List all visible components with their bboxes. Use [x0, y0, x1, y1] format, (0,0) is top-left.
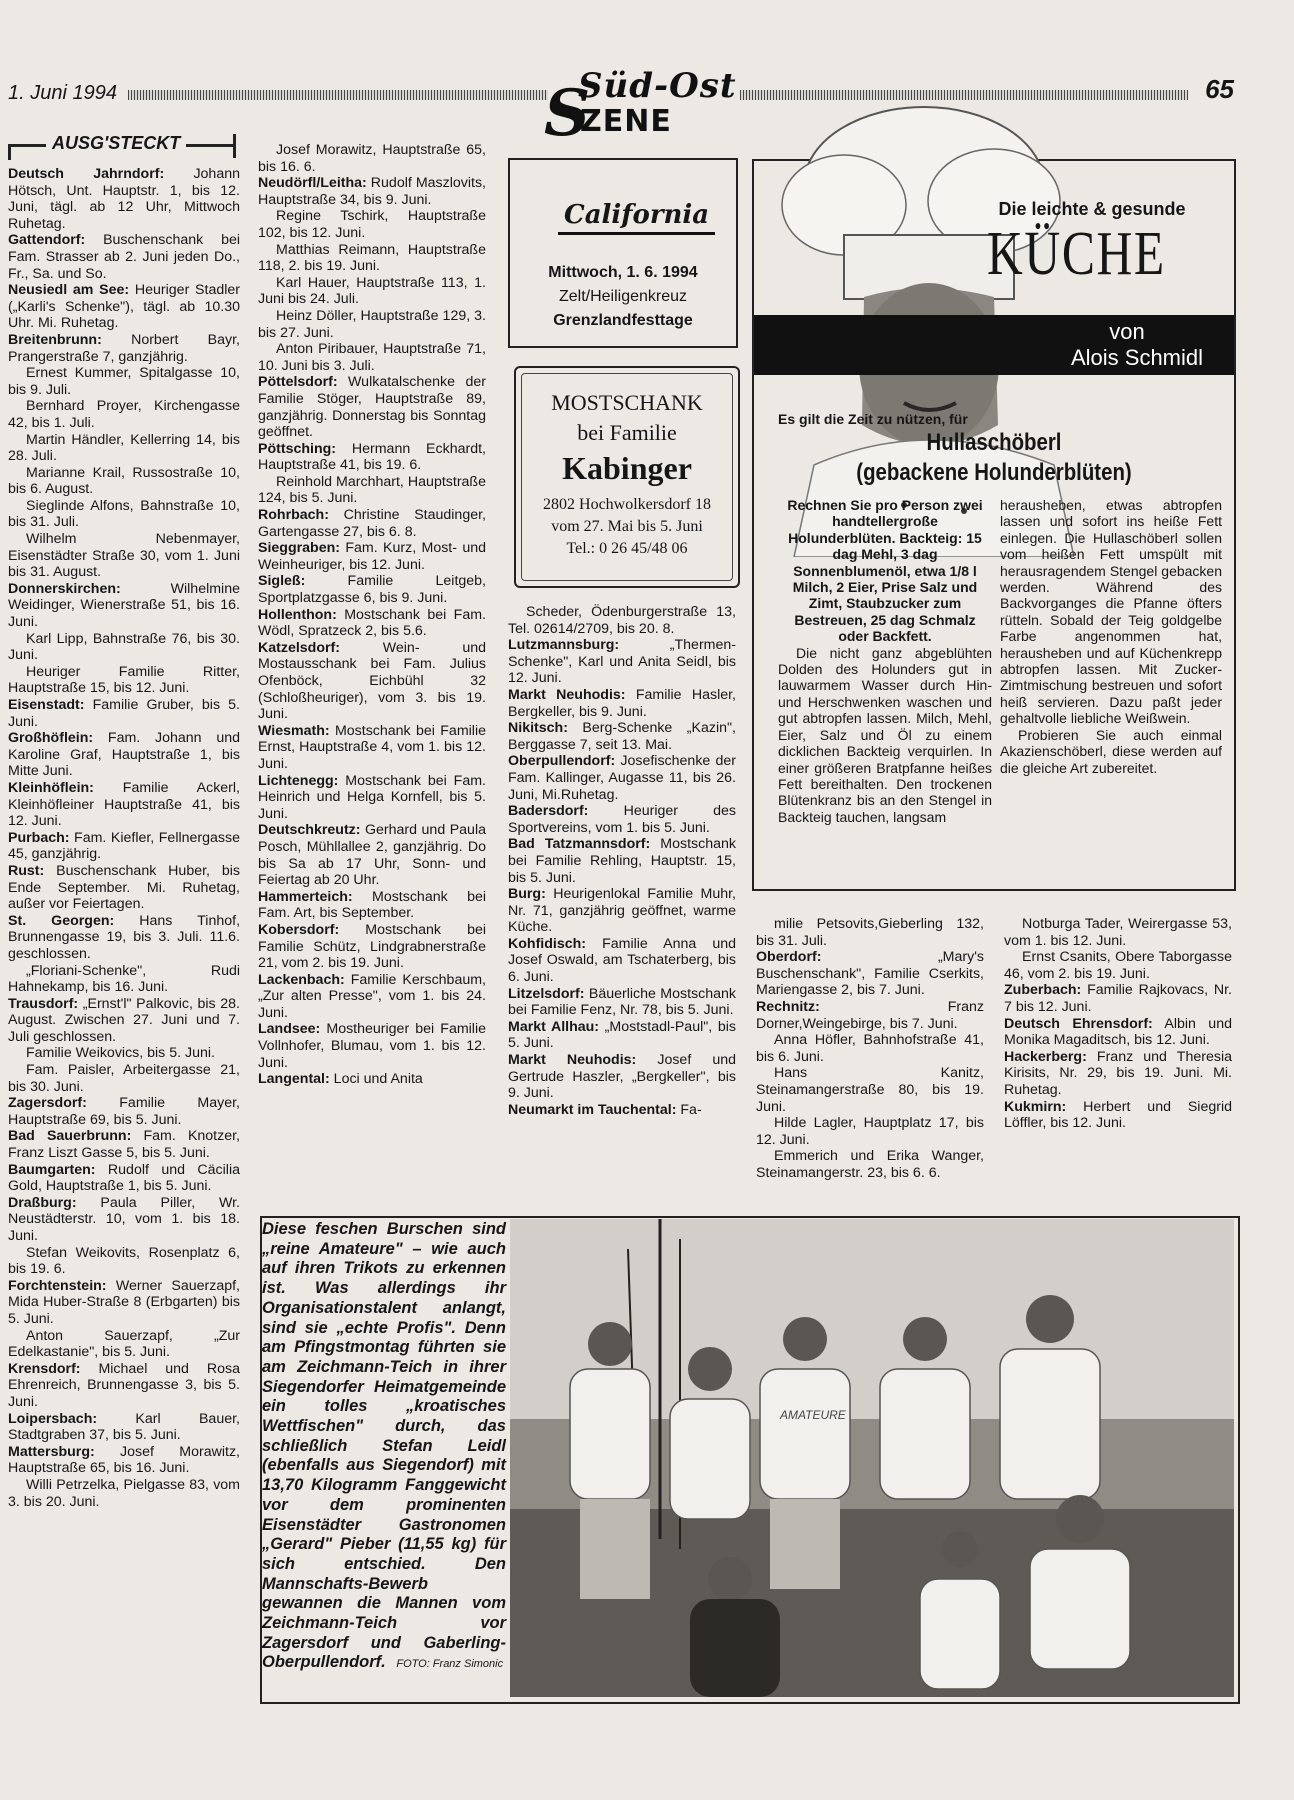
listing-entry — [8, 232, 240, 282]
listing-text: Mostschank bei Fam. Heinrich und Helga Kornfell, bis 5. Juni. — [258, 772, 486, 822]
listing-text: Willi Petrzelka, Pielgasse 83, vom 3. bis 20. Juni. — [8, 1476, 240, 1510]
listing-place: Lichtenegg: — [258, 772, 339, 789]
listing-place: Donnerskirchen: — [8, 580, 121, 597]
listing-text: Hans Kanitz, Steinamangerstraße 80, bis 19. Juni. — [756, 1065, 984, 1115]
listing-text: Karl Lipp, Bahnstraße 76, bis 30. Juni. — [8, 630, 240, 664]
listing-text: Bäuerliche Mostschank bei Familie Fenz, Nr. 78, bis 5. Juni. — [508, 985, 736, 1019]
shirt-print: AMATEURE — [780, 1408, 846, 1422]
listing-place: Hackerberg: — [1004, 1048, 1087, 1065]
listing-text: Familie Leitgeb, Sportplatzgasse 6, bis 9. Juni. — [258, 573, 486, 607]
listing-place: Rust: — [8, 862, 45, 879]
listing-place: Landsee: — [258, 1021, 321, 1038]
listing-text: Hilde Lagler, Hauptplatz 17, bis 12. Juni. — [756, 1115, 984, 1148]
listing-place: Kobersdorf: — [258, 921, 340, 938]
listing-entry — [258, 822, 486, 888]
listing-text: Anna Höfler, Bahnhofstraße 41, bis 6. Juni. — [756, 1032, 984, 1065]
listing-entry — [258, 275, 486, 308]
listing-text: Mostschank bei Familie Rehling, Hauptstr. 15, bis 5. Juni. — [508, 836, 736, 886]
listing-text: Matthias Reimann, Hauptstraße 118, 2. bis 19. Juni. — [258, 241, 486, 275]
listing-text: Hans Tinhof, Brunnengasse 19, bis 3. Juli. 11.6. geschlossen. — [8, 912, 241, 962]
mostschank-name: Kabinger — [562, 450, 692, 486]
listing-entry — [8, 730, 240, 780]
listing-entry — [258, 723, 486, 773]
listing-place: Oberpullendorf: — [508, 753, 616, 770]
listing-entry — [756, 1148, 984, 1181]
recipe-column-right — [1000, 497, 1222, 776]
listing-entry — [258, 142, 486, 175]
listing-text: Wilhelm Nebenmayer, Eisenstädter Straße 30, vom 1. Juni bis 31. August. — [8, 531, 240, 581]
heading-rule-tick-right — [233, 134, 236, 158]
california-ad — [508, 158, 738, 348]
listing-entry — [8, 1195, 240, 1245]
listing-entry — [508, 604, 736, 637]
listing-entry — [8, 432, 240, 465]
listing-text: Fa- — [676, 1101, 702, 1118]
listing-place: Lutzmannsburg: — [508, 637, 620, 654]
listing-text: Josef und Gertrude Haszler, „Bergkeller", bis 9. Juni. — [508, 1052, 736, 1102]
listing-entry — [508, 687, 736, 720]
listing-entry — [508, 886, 736, 936]
listing-text: Familie Hasler, Bergkeller, bis 9. Juni. — [508, 686, 736, 720]
listing-entry — [258, 773, 486, 823]
listing-place: Lackenbach: — [258, 971, 345, 988]
listing-text: Familie Weikovics, bis 5. Juni. — [26, 1045, 215, 1062]
listing-entry — [258, 374, 486, 440]
listing-entry — [756, 999, 984, 1032]
listing-place: Sieggraben: — [258, 540, 340, 557]
listing-place: St. Georgen: — [8, 912, 115, 929]
kitchen-by: von — [1109, 319, 1145, 344]
listing-text: Rudolf Maszlovits, Hauptstraße 34, bis 9. Juni. — [258, 175, 486, 208]
listing-place: Krensdorf: — [8, 1360, 81, 1377]
listing-entry — [8, 332, 240, 365]
listing-text: Berg-Schenke „Kazin", Berggasse 7, seit 13. Mai. — [508, 720, 736, 753]
listing-entry — [258, 208, 486, 241]
listing-entry — [8, 631, 240, 664]
listing-entry — [258, 308, 486, 341]
listing-entry — [8, 1045, 240, 1062]
listing-text: Regine Tschirk, Hauptstraße 102, bis 12. Juni. — [258, 208, 486, 241]
listing-place: Großhöflein: — [8, 730, 94, 747]
listing-entry — [8, 1245, 240, 1278]
listing-text: Christine Staudinger, Gartengasse 27, bis 6. 8. — [258, 507, 486, 540]
listing-text: Franz Dorner,Weingebirge, bis 7. Juni. — [756, 998, 984, 1032]
listing-text: Heuriger des Sportvereins, vom 1. bis 5. Juni. — [508, 803, 736, 836]
kitchen-title: KÜCHE — [986, 220, 1166, 288]
listing-text: Wein- und Mostausschank bei Fam. Julius Ofenböck, Eichbühl 32 (Schloßheuriger), vom 3. bis 19. Juni. — [258, 639, 486, 723]
photo-caption-text: Diese feschen Burschen sind „reine Amateure" – wie auch auf ihren Trikots zu erkennen ist. Was allerdings ihr Organisationstalent anlangt, sind sie „echte Profis". Denn am Pfingstmontag führten sie am Zeichmann-Teich in ihrer Siegendorfer Heimatgemeinde ein tolles „kroatisches Wettfischen" durch, das schließlich Stefan Leidl (ebenfalls aus Siegendorf) mit 13,70 Kilogramm Fanggewicht vor dem prominenten Eisenstädter Gastronomen „Gerard" Pieber (11,55 kg) für sich entschied. Den Mannschafts-Bewerb gewannen die Mannen vom Zeichmann-Teich vor Zagersdorf und Gaberling-Oberpullendorf. — [262, 1220, 506, 1672]
listing-text: Fam. Johann und Karoline Graf, Hauptstraße 1, bis Mitte Juni. — [8, 730, 240, 780]
listing-place: Markt Neuhodis: — [508, 686, 626, 703]
listing-text: Sieglinde Alfons, Bahnstraße 10, bis 31. Juli. — [8, 497, 240, 531]
listing-entry — [8, 1328, 240, 1361]
listing-text: Mostheuriger bei Familie Vollnhofer, Blumau, vom 1. bis 12. Juni. — [258, 1021, 486, 1071]
listing-place: Trausdorf: — [8, 995, 79, 1012]
listing-text: Heuriger Familie Ritter, Hauptstraße 15, bis 12. Juni. — [8, 663, 240, 697]
listing-place: Draßburg: — [8, 1194, 77, 1211]
section-heading-box — [8, 134, 236, 156]
listing-text: Anton Piribauer, Hauptstraße 71, 10. Juni bis 3. Juli. — [258, 341, 486, 374]
listing-entry — [8, 780, 240, 830]
listing-entry — [508, 803, 736, 836]
section-logo — [544, 66, 740, 151]
listing-place: Wiesmath: — [258, 722, 330, 739]
listing-text: Johann Hötsch, Unt. Hauptstr. 1, bis 12. Juni, tägl. ab 12 Uhr, Mittwoch Ruhetag. — [8, 166, 240, 232]
kitchen-black-band — [754, 315, 1234, 375]
listing-entry — [8, 398, 240, 431]
listing-entry — [508, 1019, 736, 1052]
listing-text: Scheder, Ödenburgerstraße 13, Tel. 02614/2709, bis 20. 8. — [508, 604, 736, 637]
listing-text: „Mary's Buschenschank", Familie Cserkits, Mariengasse 2, bis 7. Juni. — [756, 949, 984, 999]
listing-entry — [756, 916, 984, 949]
listing-entry — [8, 664, 240, 697]
listing-text: Familie Mayer, Hauptstraße 69, bis 5. Juni. — [8, 1095, 240, 1128]
listing-text: Albin und Monika Magaditsch, bis 12. Juni. — [1004, 1015, 1232, 1049]
listing-entry — [508, 836, 736, 886]
page-number: 65 — [1205, 74, 1234, 104]
listing-place: Loipersbach: — [8, 1410, 98, 1427]
column-5 — [1004, 916, 1232, 1132]
listing-text: Buschenschank Huber, bis Ende September. Mi. Ruhetag, außer vor Feiertagen. — [8, 862, 240, 913]
listing-entry — [258, 640, 486, 723]
mostschank-line1: MOSTSCHANK — [551, 390, 703, 415]
listing-text: Gerhard und Paula Posch, Mühllallee 2, ganzjährig. Do bis Sa ab 17 Uhr, Sonn- und Feiertag ab 20 Uhr. — [258, 822, 486, 889]
heading-rule-tick-left — [8, 144, 11, 160]
listing-entry — [258, 1021, 486, 1071]
listing-entry — [258, 1071, 486, 1088]
listing-entry — [1004, 916, 1232, 949]
listing-place: Bad Sauerbrunn: — [8, 1128, 132, 1145]
recipe-steps-1: Die nicht ganz abgeblühten Dolden des Holunders gut in lauwarmem Wasser durch Hin- und Herschwenken waschen und gut abtropfen lassen. Milch, Mehl, Eier, Salz und Öl zu einem dicklichen Backteig verquirlen. In einer größeren Bratpfanne heißes Fett bereithalten. Den trockenen Blütenkranz bis an den Stengel in Backteig tauchen, langsam — [778, 644, 992, 825]
listing-entry — [8, 581, 240, 631]
listing-text: Franz und Theresia Kirisits, Nr. 29, bis 19. Juni. Mi. Ruhetag. — [1004, 1048, 1232, 1098]
header-rule-left — [128, 90, 548, 100]
listing-text: Martin Händler, Kellerring 14, bis 28. Juli. — [8, 431, 240, 465]
kitchen-intro: Es gilt die Zeit zu nützen, für — [778, 411, 968, 427]
column-2 — [258, 142, 486, 1088]
listing-place: Purbach: — [8, 829, 70, 846]
listing-entry — [1004, 949, 1232, 982]
listing-entry — [258, 540, 486, 573]
listing-entry — [8, 697, 240, 730]
listing-entry — [8, 913, 240, 963]
listing-text: Loci und Anita — [329, 1071, 423, 1088]
listing-entry — [756, 1065, 984, 1115]
recipe-title-2: (gebackene Holunderblüten) — [856, 459, 1132, 486]
listing-entry — [508, 986, 736, 1019]
listing-place: Kohfidisch: — [508, 935, 587, 952]
listing-text: Reinhold Marchhart, Hauptstraße 124, bis 5. Juni. — [258, 473, 486, 507]
listing-text: milie Petsovits,Gieberling 132, bis 31. Juli. — [756, 916, 984, 949]
listing-entry — [8, 365, 240, 398]
listing-place: Sigleß: — [258, 573, 306, 590]
listing-text: Fam. Knotzer, Franz Liszt Gasse 5, bis 5. Juni. — [8, 1128, 240, 1162]
listing-entry — [8, 498, 240, 531]
listing-place: Deutschkreutz: — [258, 822, 361, 839]
listing-entry — [8, 1444, 240, 1477]
listing-place: Gattendorf: — [8, 232, 86, 249]
listing-entry — [8, 1411, 240, 1444]
mostschank-line2: bei Familie — [577, 420, 677, 445]
listing-text: Heinz Döller, Hauptstraße 129, 3. bis 27. Juni. — [258, 307, 486, 341]
listing-place: Litzelsdorf: — [508, 985, 585, 1002]
listing-entry — [258, 972, 486, 1022]
logo-s-glyph: S — [544, 76, 591, 151]
listing-entry — [508, 753, 736, 803]
listing-entry — [1004, 1016, 1232, 1049]
listing-entry — [258, 607, 486, 640]
listing-place: Pöttsching: — [258, 440, 337, 457]
listing-place: Forchtenstein: — [8, 1277, 107, 1294]
listing-entry — [8, 830, 240, 863]
listing-entry — [8, 1361, 240, 1411]
listing-text: Buschenschank bei Fam. Strasser ab 2. Juni jeden Do., Fr., Sa. und So. — [8, 232, 240, 282]
kitchen-feature — [752, 159, 1236, 891]
listing-text: Familie Rajkovacs, Nr. 7 bis 12. Juni. — [1004, 982, 1232, 1015]
recipe-steps-2: herausheben, etwas abtropfen lassen und sofort ins heiße Fett einlegen. Die Hullaschöberl sollen vom heißen Fett umspült mit herausragendem Stengel gebacken werden. Während des Backvorganges die Pfanne öfters rütteln. Sobald der Teig goldgelbe Farbe angenommen hat, herausheben und auf Küchenkrepp abtropfen lassen. Mit Zucker-Zimtmischung bestreuen und sofort heiß servieren. Dazu paßt jeder gehaltvolle liebliche Weißwein. — [1000, 497, 1222, 727]
photo-credit: FOTO: Franz Simonic — [396, 1658, 504, 1671]
listing-place: Markt Allhau: — [508, 1018, 600, 1035]
listing-entry — [8, 1062, 240, 1095]
listing-entry — [508, 720, 736, 753]
listing-text: Karl Bauer, Stadtgraben 37, bis 5. Juni. — [8, 1410, 240, 1444]
listing-entry — [8, 863, 240, 913]
listing-text: Wilhelmine Weidinger, Wienerstraße 51, bis 16. Juni. — [8, 580, 240, 631]
listing-place: Eisenstadt: — [8, 697, 85, 713]
listing-text: Familie Kerschbaum, „Zur alten Presse", vom 1. bis 24. Juni. — [258, 971, 486, 1021]
fishing-team-photo — [510, 1219, 1234, 1697]
mostschank-ad — [514, 366, 740, 588]
listing-entry — [258, 507, 486, 540]
listing-text: Bernhard Proyer, Kirchengasse 42, bis 1. Juli. — [8, 398, 240, 431]
listing-place: Breitenbrunn: — [8, 331, 102, 348]
listing-text: Norbert Bayr, Prangerstraße 7, ganzjährig. — [8, 331, 240, 365]
column-4 — [756, 916, 984, 1182]
listing-text: Emmerich und Erika Wanger, Steinamangerstr. 23, bis 6. 6. — [756, 1148, 984, 1181]
listing-text: Karl Hauer, Hauptstraße 113, 1. Juni bis 24. Juli. — [258, 274, 486, 308]
listing-text: Familie Anna und Josef Oswald, am Tschaterberg, bis 6. Juni. — [508, 935, 736, 986]
listing-place: Baumgarten: — [8, 1161, 96, 1178]
listing-entry — [1004, 1049, 1232, 1099]
recipe-tip: Probieren Sie auch einmal Akazienschöberl, diese werden auf die gleiche Art zubereitet. — [1000, 726, 1222, 776]
listing-text: Heurigenlokal Familie Muhr, Nr. 71, ganzjährig geöffnet, warme Küche. — [508, 886, 736, 936]
listing-entry — [756, 949, 984, 999]
listing-place: Kleinhöflein: — [8, 779, 94, 796]
listing-entry — [8, 1162, 240, 1195]
photo-illustration — [510, 1219, 1234, 1697]
listing-text: Hermann Eckhardt, Hauptstraße 41, bis 19. 6. — [258, 440, 486, 474]
listing-text: Mostschank bei Fam. Wödl, Spratzeck 2, bis 5.6. — [258, 606, 486, 640]
listing-entry — [8, 531, 240, 581]
listing-entry — [508, 1102, 736, 1119]
listing-text: Josef Morawitz, Hauptstraße 65, bis 16. 6. — [258, 142, 486, 175]
listing-text: Notburga Tader, Weirergasse 53, vom 1. bis 12. Juni. — [1004, 916, 1232, 949]
listing-entry — [258, 922, 486, 972]
listing-entry — [8, 465, 240, 498]
listing-text: Michael und Rosa Ehrenreich, Brunnengasse 3, bis 5. Juni. — [8, 1360, 240, 1410]
listing-place: Rechnitz: — [756, 998, 820, 1015]
listing-place: Oberdorf: — [756, 949, 822, 966]
listing-place: Nikitsch: — [508, 720, 568, 737]
listing-text: Mostschank bei Familie Schütz, Lindgrabnerstraße 21, vom 2. bis 19. Juni. — [258, 921, 486, 972]
listing-entry — [8, 282, 240, 332]
logo-line1: Süd-Ost — [578, 66, 737, 106]
listing-place: Zuberbach: — [1004, 982, 1082, 999]
listing-place: Neumarkt im Tauchental: — [508, 1101, 677, 1118]
listing-text: „Thermen-Schenke", Karl und Anita Seidl, bis 12. Juni. — [508, 637, 736, 687]
listing-text: Paula Piller, Wr. Neustädterstr. 10, vom 1. bis 18. Juni. — [8, 1194, 240, 1244]
listing-text: Fam. Kurz, Most- und Weinheuriger, bis 12. Juni. — [258, 540, 486, 573]
mostschank-dates: vom 27. Mai bis 5. Juni — [551, 518, 703, 535]
listing-entry — [258, 175, 486, 208]
listing-text: Rudolf und Cäcilia Gold, Hauptstraße 1, bis 5. Juni. — [8, 1161, 240, 1195]
listing-place: Hammerteich: — [258, 888, 353, 905]
section-heading: AUSG'STECKT — [46, 133, 186, 154]
listing-entry — [1004, 982, 1232, 1015]
california-date: Mittwoch, 1. 6. 1994 — [548, 264, 698, 281]
listing-place: Kukmirn: — [1004, 1098, 1067, 1115]
listing-text: Werner Sauerzapf, Mida Huber-Straße 8 (Erbgarten) bis 5. Juni. — [8, 1277, 240, 1327]
listing-place: Hollenthon: — [258, 606, 337, 623]
listing-place: Badersdorf: — [508, 803, 589, 820]
listing-entry — [258, 242, 486, 275]
listing-entry — [8, 166, 240, 232]
listing-text: Fam. Kiefler, Fellnergasse 45, ganzjährig. — [8, 829, 240, 863]
listing-place: Zagersdorf: — [8, 1095, 87, 1112]
listing-place: Neudörfl/Leitha: — [258, 175, 367, 192]
logo-line2: ZENE — [580, 104, 672, 139]
listing-text: „Ernst'l" Palkovic, bis 28. August. Zwischen 27. Juni und 7. Juli geschlossen. — [8, 995, 240, 1045]
listing-text: Familie Ackerl, Kleinhöfleiner Hauptstraße 41, bis 12. Juni. — [8, 779, 240, 830]
kitchen-kicker: Die leichte & gesunde — [998, 199, 1186, 219]
listing-entry — [8, 996, 240, 1046]
listing-entry — [756, 1032, 984, 1065]
listing-text: Herbert und Siegrid Löffler, bis 12. Juni. — [1004, 1098, 1232, 1132]
recipe-title-1: Hullaschöberl — [926, 429, 1062, 456]
listing-entry — [258, 889, 486, 922]
mostschank-tel: Tel.: 0 26 45/48 06 — [566, 540, 688, 557]
column-1 — [8, 166, 240, 1510]
listing-entry — [8, 1128, 240, 1161]
listing-entry — [8, 963, 240, 996]
listing-place: Katzelsdorf: — [258, 639, 340, 656]
listing-place: Langental: — [258, 1071, 330, 1088]
listing-entry — [8, 1477, 240, 1510]
recipe-ingredients: Rechnen Sie pro Person zwei handtellergroße Holunderblüten. Backteig: 15 dag Mehl, 3 dag Sonnenblumenöl, etwa 1/8 l Milch, 2 Eier, Prise Salz und Zimt, Staubzucker zum Bestreuen, 25 dag Schmalz oder Backfett. — [787, 497, 983, 645]
listing-text: „Floriani-Schenke", Rudi Hahnekamp, bis 16. Juni. — [8, 962, 240, 996]
listing-entry — [8, 1278, 240, 1328]
listing-place: Deutsch Jahrndorf: — [8, 166, 165, 182]
listing-text: Josefischenke der Fam. Kallinger, Augasse 11, bis 26. Juni, Mi.Ruhetag. — [508, 753, 736, 803]
listing-place: Deutsch Ehrensdorf: — [1004, 1015, 1153, 1032]
listing-place: Pöttelsdorf: — [258, 374, 338, 391]
listing-entry — [508, 637, 736, 687]
recipe-column-left — [778, 497, 992, 825]
california-event: Grenzlandfesttage — [553, 312, 693, 329]
listing-place: Bad Tatzmannsdorf: — [508, 836, 651, 853]
listing-text: Ernst Csanits, Obere Taborgasse 46, vom 2. bis 19. Juni. — [1004, 949, 1232, 982]
listing-place: Burg: — [508, 886, 546, 903]
california-logo: California — [558, 200, 715, 235]
listing-entry — [508, 1052, 736, 1102]
listing-entry — [258, 474, 486, 507]
column-3 — [508, 604, 736, 1118]
listing-text: „Moststadl-Paul", bis 5. Juni. — [508, 1018, 736, 1052]
listing-text: Josef Morawitz, Hauptstraße 65, bis 16. Juni. — [8, 1443, 240, 1477]
listing-text: Anton Sauerzapf, „Zur Edelkastanie", bis 5. Juni. — [8, 1327, 240, 1361]
listing-entry — [258, 573, 486, 606]
kitchen-author: Alois Schmidl — [1070, 345, 1204, 370]
listing-place: Markt Neuhodis: — [508, 1052, 637, 1069]
listing-text: Fam. Paisler, Arbeitergasse 21, bis 30. Juni. — [8, 1062, 240, 1095]
listing-entry — [258, 441, 486, 474]
listing-place: Neusiedl am See: — [8, 282, 130, 299]
listing-text: Marianne Krail, Russostraße 10, bis 6. August. — [8, 464, 240, 498]
issue-date: 1. Juni 1994 — [8, 82, 117, 104]
listing-text: Familie Gruber, bis 5. Juni. — [8, 697, 240, 730]
california-place: Zelt/Heiligenkreuz — [558, 288, 688, 305]
mostschank-address: 2802 Hochwolkersdorf 18 — [543, 496, 711, 513]
listing-text: Mostschank bei Fam. Art, bis September. — [258, 888, 486, 922]
listing-entry — [756, 1115, 984, 1148]
listing-place: Rohrbach: — [258, 507, 329, 524]
listing-text: Stefan Weikovits, Rosenplatz 6, bis 19. 6. — [8, 1244, 240, 1278]
photo-caption — [262, 1220, 506, 1690]
listing-text: Mostschank bei Familie Ernst, Hauptstraße 4, vom 1. bis 12. Juni. — [258, 722, 486, 772]
listing-entry — [1004, 1099, 1232, 1132]
listing-place: Mattersburg: — [8, 1443, 95, 1460]
listing-text: Ernest Kummer, Spitalgasse 10, bis 9. Juli. — [8, 365, 240, 398]
listing-entry — [8, 1095, 240, 1128]
listing-entry — [508, 936, 736, 986]
listing-text: Wulkatalschenke der Familie Stöger, Hauptstraße 89, ganzjährig. Donnerstag bis Sonntag geöffnet. — [258, 374, 486, 441]
listing-text: Heuriger Stadler („Karli's Schenke"), tägl. ab 10.30 Uhr. Mi. Ruhetag. — [8, 282, 240, 332]
listing-entry — [258, 341, 486, 374]
